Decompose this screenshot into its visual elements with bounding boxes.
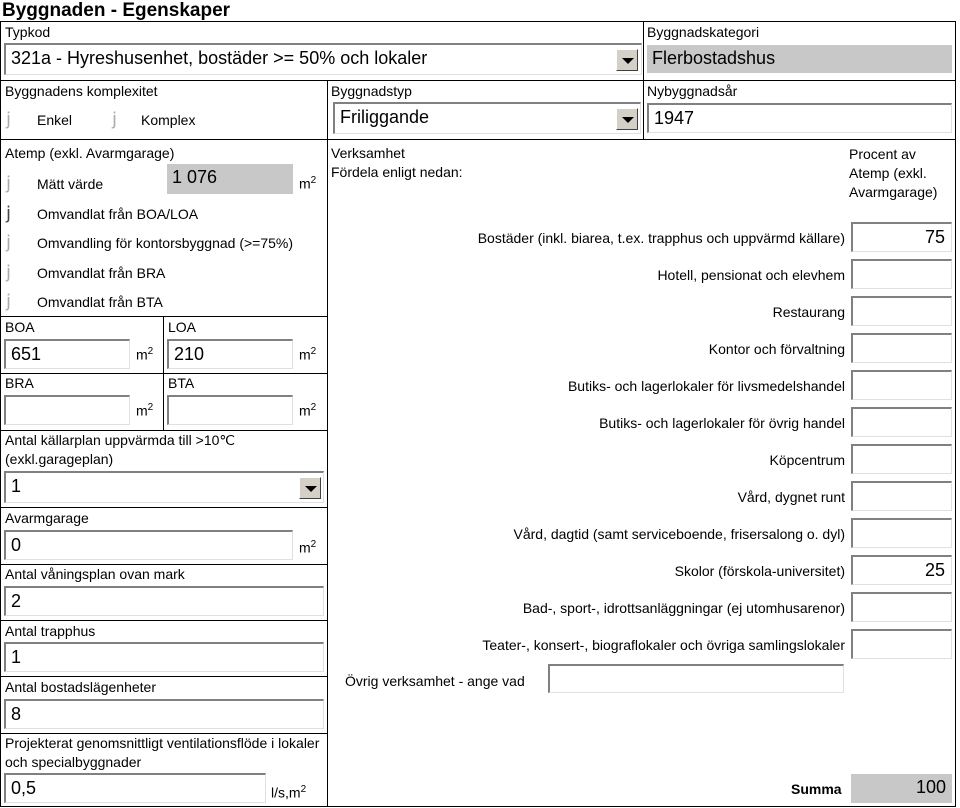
vaningsplan-input[interactable]: 2 [4,586,324,616]
chevron-down-icon[interactable] [616,49,638,71]
ventilation-input[interactable]: 0,5 [4,773,266,803]
loa-unit: $m^2$ [299,346,317,363]
chevron-down-icon[interactable] [299,477,321,499]
bta-unit: $m^2$ [299,402,317,419]
procent-label: Procent av Atemp (exkl. Avarmgarage) [849,146,938,200]
verksamhet-row-input[interactable] [851,296,952,326]
avarmgarage-label: Avarmgarage [5,510,89,526]
lagenheter-input[interactable]: 8 [4,699,324,729]
loa-label: LOA [168,319,197,335]
radio-komplex[interactable]: j [112,109,118,130]
verksamhet-row-input[interactable] [851,333,952,363]
verksamhet-row-label: Butiks- och lagerlokaler för livsmedelshandel [567,378,845,394]
verksamhet-row-input[interactable] [851,259,952,289]
bra-input[interactable] [4,395,130,425]
radio-kontor-label: Omvandling för kontorsbyggnad (>=75%) [37,235,294,251]
lagenheter-label: Antal bostadslägenheter [5,679,156,695]
verksamhet-row-input[interactable] [851,518,952,548]
radio-bta-label: Omvandlat från BTA [37,294,163,310]
kategori-value: Flerbostadshus [647,45,952,73]
atemp-unit: $m^2$ [299,175,317,192]
bra-unit: $m^2$ [136,402,154,419]
bta-label: BTA [168,375,195,391]
verksamhet-row-input[interactable]: 25 [851,555,952,585]
verksamhet-row-input[interactable] [851,629,952,659]
trapphus-label: Antal trapphus [5,623,96,639]
atemp-label: Atemp (exkl. Avarmgarage) [5,145,175,161]
chevron-down-icon[interactable] [616,108,638,130]
kallarplan-select[interactable]: 1 [4,471,324,503]
radio-boa-loa-label: Omvandlat från BOA/LOA [37,206,199,222]
radio-matt-varde-label: Mätt värde [37,176,104,192]
boa-label: BOA [5,319,35,335]
ovrig-input[interactable] [548,664,844,693]
nybyggnadsar-input[interactable]: 1947 [647,103,952,133]
verksamhet-sublabel: Fördela enligt nedan: [331,164,463,180]
avarmgarage-unit: $m^2$ [299,539,317,556]
verksamhet-row-input[interactable] [851,407,952,437]
radio-bra-label: Omvandlat från BRA [37,265,166,281]
nybyggnadsar-label: Nybyggnadsår [647,83,738,99]
verksamhet-row-input[interactable] [851,370,952,400]
verksamhet-row-label: Bostäder (inkl. biarea, t.ex. trapphus och uppvärmd källare) [477,230,845,246]
radio-boa-loa[interactable]: j [6,203,12,224]
radio-enkel-label: Enkel [37,112,73,128]
page-title: Byggnaden - Egenskaper [2,0,231,21]
verksamhet-row-label: Köpcentrum [769,452,845,468]
atemp-value: 1 076 [167,164,293,194]
verksamhet-row-label: Butiks- och lagerlokaler för övrig handel [599,415,845,431]
vaningsplan-label: Antal våningsplan ovan mark [5,566,185,582]
radio-bra[interactable]: j [6,262,12,283]
ovrig-label: Övrig verksamhet - ange vad [345,673,525,689]
verksamhet-row-label: Restaurang [772,304,845,320]
bta-input[interactable] [167,395,293,425]
radio-bta[interactable]: j [6,291,12,312]
ventilation-unit: $l/s,m^2$ [271,784,307,801]
summa-label: Summa [791,781,842,797]
loa-input[interactable]: 210 [167,339,293,369]
verksamhet-row-label: Vård, dagtid (samt serviceboende, frisersalong o. dyl) [513,526,845,542]
trapphus-input[interactable]: 1 [4,642,324,672]
typkod-label: Typkod [5,24,51,40]
verksamhet-row-input[interactable] [851,592,952,622]
summa-value: 100 [851,774,952,803]
avarmgarage-input[interactable]: 0 [4,530,293,560]
verksamhet-row-input[interactable]: 75 [851,222,952,252]
komplexitet-label: Byggnadens komplexitet [5,83,158,99]
verksamhet-row-label: Teater-, konsert-, biograflokaler och övriga samlingslokaler [482,637,845,653]
byggnadstyp-select[interactable]: Friliggande [333,102,641,134]
boa-unit: $m^2$ [136,346,154,363]
byggnadstyp-label: Byggnadstyp [331,83,412,99]
verksamhet-row-label: Kontor och förvaltning [708,341,845,357]
radio-kontor[interactable]: j [6,232,12,253]
verksamhet-row-label: Skolor (förskola-universitet) [674,563,845,579]
verksamhet-label: Verksamhet [331,145,405,161]
radio-matt-varde[interactable]: j [6,173,12,194]
typkod-select[interactable]: 321a - Hyreshusenhet, bostäder >= 50% och lokaler [4,43,642,75]
kallarplan-label: Antal källarplan uppvärmda till >10℃ (exkl.garageplan) [5,432,236,467]
verksamhet-row-label: Bad-, sport-, idrottsanläggningar (ej utomhusarenor) [522,600,845,616]
kategori-label: Byggnadskategori [647,24,760,40]
verksamhet-row-input[interactable] [851,444,952,474]
ventilation-label: Projekterat genomsnittligt ventilationsflöde i lokaler och specialbyggnader [5,735,320,770]
radio-komplex-label: Komplex [141,112,196,128]
verksamhet-row-label: Hotell, pensionat och elevhem [657,267,845,283]
verksamhet-row-label: Vård, dygnet runt [737,489,845,505]
radio-enkel[interactable]: j [6,109,12,130]
bra-label: BRA [5,375,34,391]
boa-input[interactable]: 651 [4,339,130,369]
verksamhet-row-input[interactable] [851,481,952,511]
